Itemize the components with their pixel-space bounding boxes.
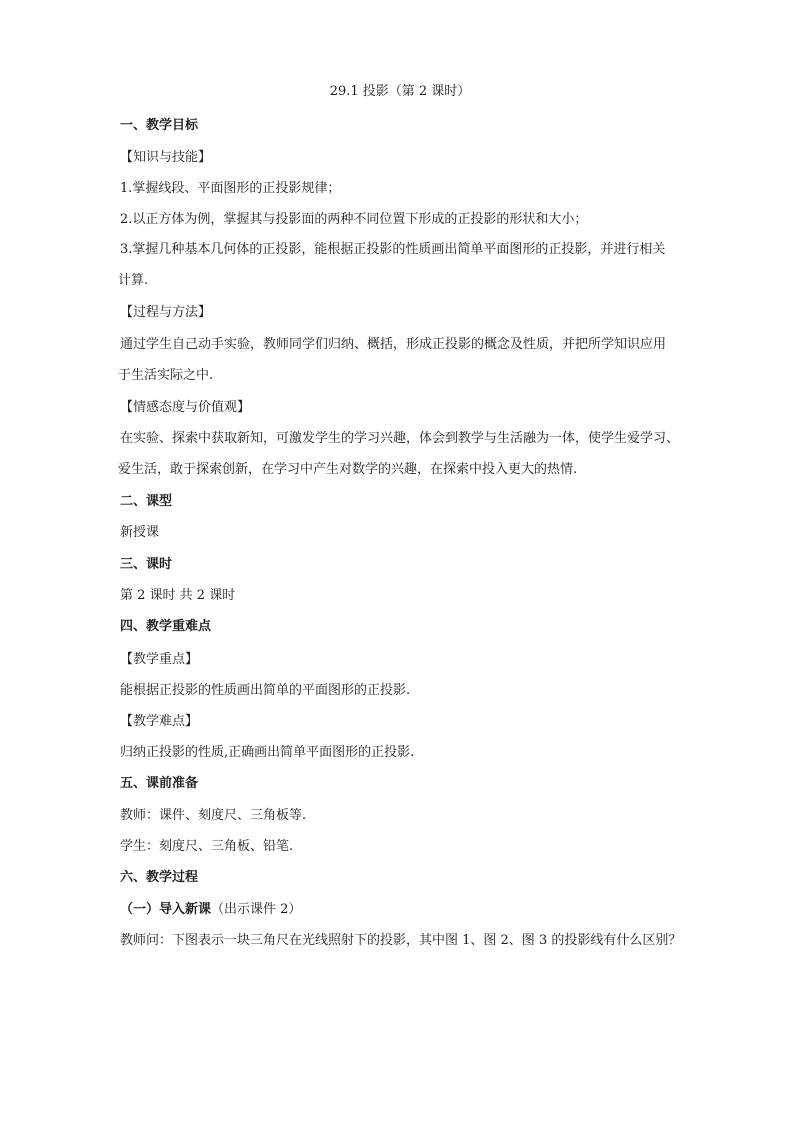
document-title: 29.1 投影（第 2 课时） <box>329 84 471 99</box>
section-heading-objectives: 一、教学目标 <box>120 118 199 133</box>
subheading-process-method: 【过程与方法】 <box>120 305 212 320</box>
section-heading-key-difficult: 四、教学重难点 <box>120 619 212 634</box>
preparation-teacher: 教师：课件、刻度尺、三角板等. <box>120 808 307 823</box>
preparation-student: 学生：刻度尺、三角板、铅笔. <box>120 839 294 854</box>
objective-item-3-line2: 计算. <box>118 273 149 288</box>
method-line1: 通过学生自己动手实验，教师同学们归纳、概括，形成正投影的概念及性质，并把所学知识应用 <box>120 337 667 352</box>
section-heading-lesson-type: 二、课型 <box>120 494 173 509</box>
teacher-question: 教师问：下图表示一块三角尺在光线照射下的投影，其中图 1、图 2、图 3 的投影线有什么区别？ <box>120 933 682 948</box>
values-line1: 在实验、探索中获取新知，可激发学生的学习兴趣，体会到教学与生活融为一体，使学生爱学习、 <box>120 431 680 446</box>
subheading-difficult-point: 【教学难点】 <box>120 714 199 729</box>
objective-item-2: 2.以正方体为例，掌握其与投影面的两种不同位置下形成的正投影的形状和大小； <box>120 212 588 227</box>
lesson-type-text: 新授课 <box>120 525 160 540</box>
intro-label: （一）导入新课 <box>120 902 212 917</box>
section-heading-preparation: 五、课前准备 <box>120 776 199 791</box>
objective-item-1: 1.掌握线段、平面图形的正投影规律； <box>120 181 341 196</box>
subheading-attitude-values: 【情感态度与价值观】 <box>120 400 251 415</box>
subheading-key-point: 【教学重点】 <box>120 652 199 667</box>
section-heading-periods: 三、课时 <box>120 557 173 572</box>
periods-text: 第 2 课时 共 2 课时 <box>120 588 236 603</box>
intro-courseware-note: （出示课件 2） <box>211 902 302 917</box>
objective-item-3-line1: 3.掌握几种基本几何体的正投影，能根据正投影的性质画出简单平面图形的正投影，并进行相关 <box>120 242 666 257</box>
section-heading-teaching-process: 六、教学过程 <box>120 870 199 885</box>
subheading-knowledge-skills: 【知识与技能】 <box>120 150 212 165</box>
method-line2: 于生活实际之中. <box>118 368 214 383</box>
difficult-point-text: 归纳正投影的性质,正确画出简单平面图形的正投影. <box>120 745 415 760</box>
key-point-text: 能根据正投影的性质画出简单的平面图形的正投影. <box>120 683 411 698</box>
values-line2: 爱生活，敢于探索创新，在学习中产生对数学的兴趣，在探索中投入更大的热情. <box>118 462 578 477</box>
subheading-intro <box>120 901 301 919</box>
